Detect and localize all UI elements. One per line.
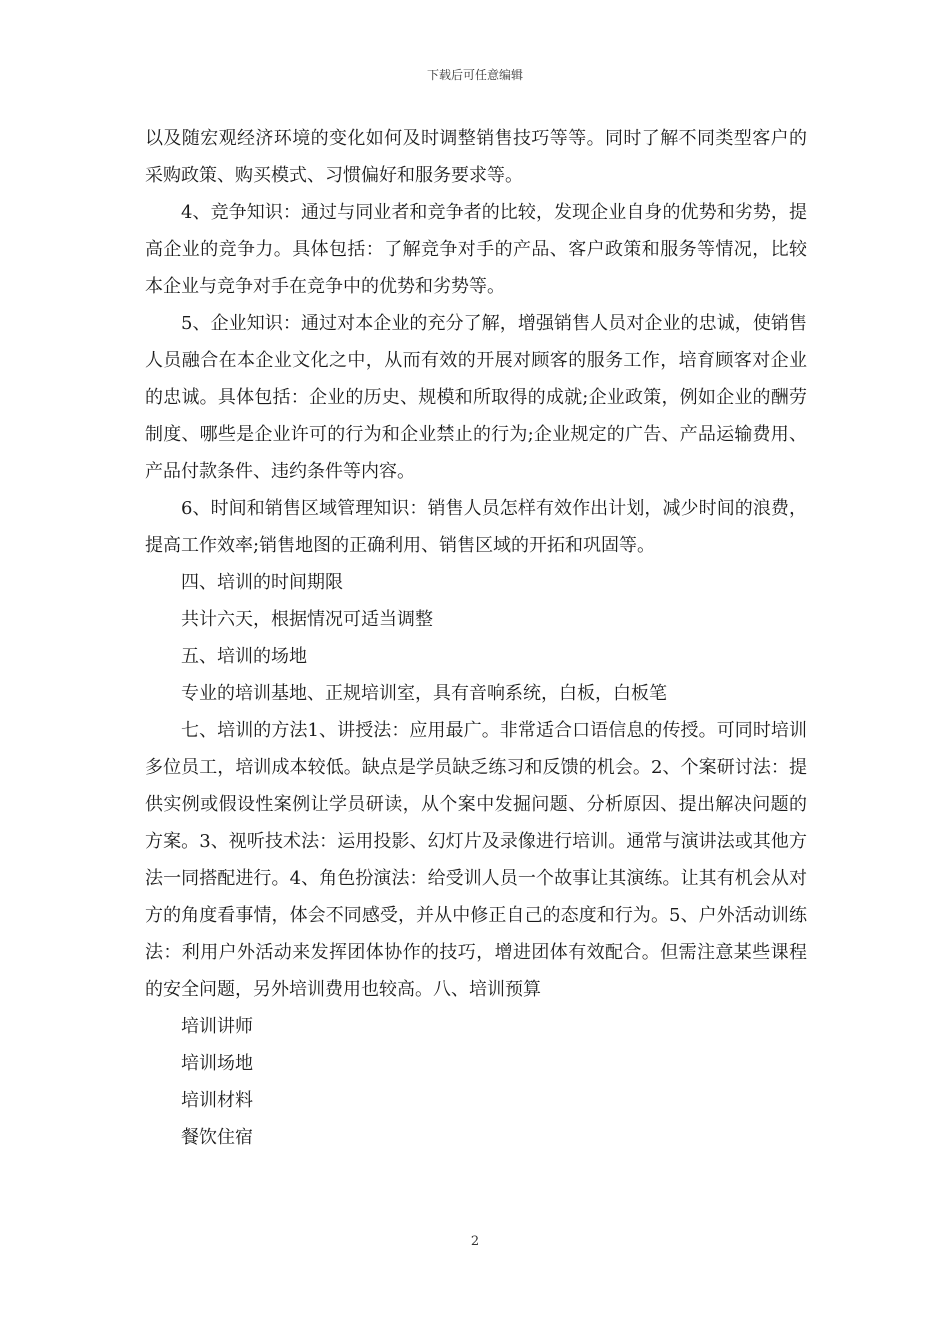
paragraph: 专业的培训基地、正规培训室，具有音响系统，白板，白板笔 xyxy=(181,683,667,704)
section-heading: 五、培训的场地 xyxy=(181,646,307,667)
paragraph: 共计六天，根据情况可适当调整 xyxy=(181,609,433,630)
list-item: 培训讲师 xyxy=(181,1016,253,1037)
list-item: 培训材料 xyxy=(181,1090,253,1111)
list-item: 培训场地 xyxy=(181,1053,253,1074)
paragraph: 4、竞争知识：通过与同业者和竞争者的比较，发现企业自身的优势和劣势，提高企业的竞争力。具体包括：了解竞争对手的产品、客户政策和服务等情况，比较本企业与竞争对手在竞争中的优势和劣势等。 xyxy=(145,202,807,297)
list-item: 餐饮住宿 xyxy=(181,1127,253,1148)
page-number: 2 xyxy=(470,1234,480,1249)
section-heading: 四、培训的时间期限 xyxy=(181,572,343,593)
paragraph: 七、培训的方法1、讲授法：应用最广。非常适合口语信息的传授。可同时培训多位员工，培训成本较低。缺点是学员缺乏练习和反馈的机会。2、个案研讨法：提供实例或假设性案例让学员研读，从个案中发掘问题、分析原因、提出解决问题的方案。3、视听技术法：运用投影、幻灯片及录像进行培训。通常与演讲法或其他方法一同搭配进行。4、角色扮演法：给受训人员一个故事让其演练。让其有机会从对方的角度看事情，体会不同感受，并从中修正自己的态度和行为。5、户外活动训练法：利用户外活动来发挥团体协作的技巧，增进团体有效配合。但需注意某些课程的安全问题，另外培训费用也较高。八、培训预算 xyxy=(145,720,807,1000)
page-header: 下载后可任意编辑 xyxy=(426,68,523,82)
paragraph: 6、时间和销售区域管理知识：销售人员怎样有效作出计划，减少时间的浪费，提高工作效率;销售地图的正确利用、销售区域的开拓和巩固等。 xyxy=(145,498,807,556)
paragraph: 以及随宏观经济环境的变化如何及时调整销售技巧等等。同时了解不同类型客户的采购政策、购买模式、习惯偏好和服务要求等。 xyxy=(145,128,807,186)
paragraph: 5、企业知识：通过对本企业的充分了解，增强销售人员对企业的忠诚，使销售人员融合在本企业文化之中，从而有效的开展对顾客的服务工作，培育顾客对企业的忠诚。具体包括：企业的历史、规模和所取得的成就;企业政策，例如企业的酬劳制度、哪些是企业许可的行为和企业禁止的行为;企业规定的广告、产品运输费用、产品付款条件、违约条件等内容。 xyxy=(145,313,807,482)
document-body xyxy=(145,120,807,1156)
